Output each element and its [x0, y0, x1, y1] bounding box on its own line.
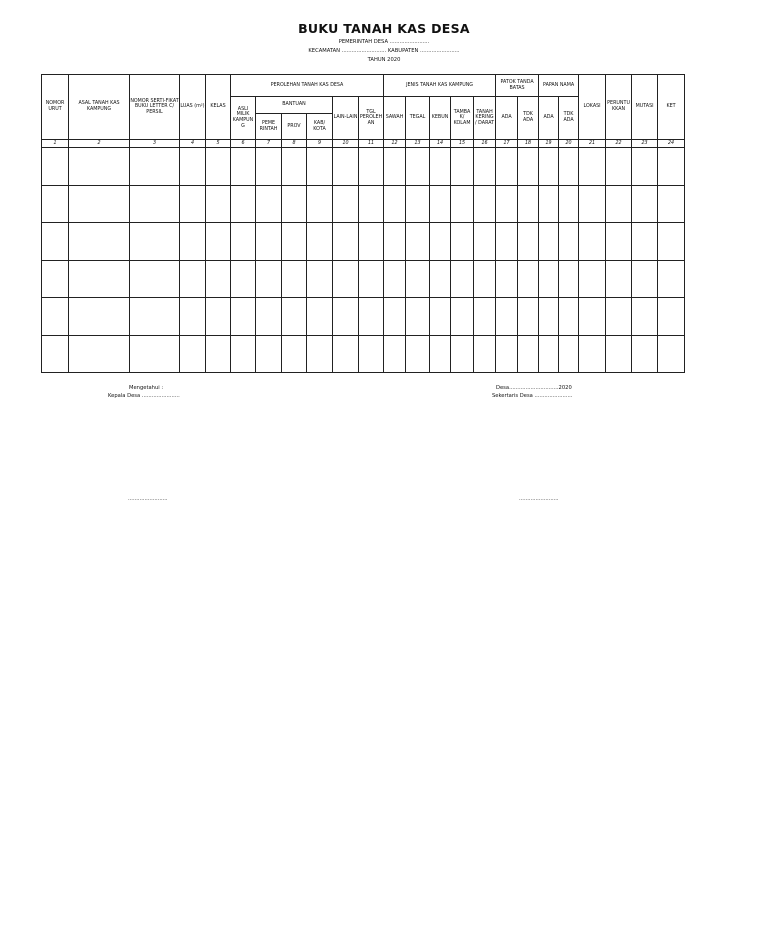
table-cell [282, 223, 307, 261]
table-cell [282, 335, 307, 373]
header-asal-tanah: ASAL TANAH KAS KAMPUNG [69, 75, 130, 140]
table-cell [406, 223, 430, 261]
table-row [42, 148, 685, 186]
header-nomor-sertifikat: NOMOR SERTI-FIKAT BUKU LETTER C/ PERSIL [130, 75, 180, 140]
table-cell [606, 335, 632, 373]
column-number: 4 [180, 140, 206, 148]
column-number: 5 [206, 140, 231, 148]
table-cell [451, 223, 474, 261]
table-cell [539, 185, 559, 223]
table-cell [496, 223, 518, 261]
table-cell [632, 185, 658, 223]
table-cell [256, 298, 282, 336]
table-cell [658, 148, 685, 186]
table-cell [206, 260, 231, 298]
table-cell [451, 298, 474, 336]
table-cell [579, 260, 606, 298]
header-tegal: TEGAL [406, 97, 430, 140]
table-cell [180, 335, 206, 373]
table-cell [632, 335, 658, 373]
header-jenis-tanah: JENIS TANAH KAS KAMPUNG [384, 75, 496, 97]
table-cell [430, 298, 451, 336]
table-cell [359, 185, 384, 223]
table-cell [256, 185, 282, 223]
table-cell [496, 185, 518, 223]
table-cell [384, 335, 406, 373]
column-number: 7 [256, 140, 282, 148]
table-cell [474, 260, 496, 298]
column-number: 19 [539, 140, 559, 148]
header-peruntukan: PERUNTU KKAN [606, 75, 632, 140]
table-cell [518, 223, 539, 261]
table-cell [496, 298, 518, 336]
table-cell [130, 148, 180, 186]
table-row [42, 185, 685, 223]
table-cell [307, 260, 333, 298]
column-number: 2 [69, 140, 130, 148]
table-cell [518, 260, 539, 298]
header-lain-lain: LAIN-LAIN [333, 97, 359, 140]
table-cell [632, 298, 658, 336]
table-cell [658, 223, 685, 261]
table-cell [307, 223, 333, 261]
table-cell [42, 260, 69, 298]
column-number: 11 [359, 140, 384, 148]
table-cell [539, 223, 559, 261]
table-cell [231, 260, 256, 298]
table-cell [180, 185, 206, 223]
table-cell [384, 260, 406, 298]
table-cell [539, 335, 559, 373]
table-cell [42, 185, 69, 223]
header-prov: PROV [282, 114, 307, 140]
table-cell [474, 185, 496, 223]
column-number: 14 [430, 140, 451, 148]
table-cell [632, 148, 658, 186]
header-bantuan: BANTUAN [256, 97, 333, 114]
header-perolehan: PEROLEHAN TANAH KAS DESA [231, 75, 384, 97]
table-cell [579, 223, 606, 261]
table-cell [406, 148, 430, 186]
header-kelas: KELAS [206, 75, 231, 140]
header-papan-tdk-ada: TDK ADA [559, 97, 579, 140]
table-cell [430, 185, 451, 223]
table-cell [333, 335, 359, 373]
table-cell [579, 298, 606, 336]
table-cell [256, 148, 282, 186]
table-cell [451, 260, 474, 298]
table-cell [180, 223, 206, 261]
table-cell [69, 223, 130, 261]
table-cell [130, 298, 180, 336]
table-cell [606, 148, 632, 186]
table-cell [333, 148, 359, 186]
table-cell [430, 223, 451, 261]
table-cell [180, 260, 206, 298]
sekretaris-desa-label: Sekertaris Desa ....................... [492, 393, 573, 399]
table-cell [474, 223, 496, 261]
table-cell [359, 260, 384, 298]
table-cell [406, 185, 430, 223]
table-cell [559, 335, 579, 373]
table-cell [518, 335, 539, 373]
table-cell [206, 148, 231, 186]
table-cell [206, 298, 231, 336]
column-number: 22 [606, 140, 632, 148]
table-cell [359, 335, 384, 373]
table-cell [307, 335, 333, 373]
table-cell [559, 185, 579, 223]
table-cell [231, 298, 256, 336]
header-tgl-perolehan: TGL PEROLEH AN [359, 97, 384, 140]
header-sawah: SAWAH [384, 97, 406, 140]
table-cell [384, 148, 406, 186]
column-number: 1 [42, 140, 69, 148]
table-cell [658, 185, 685, 223]
document-title: BUKU TANAH KAS DESA [298, 21, 470, 36]
column-number: 21 [579, 140, 606, 148]
table-row [42, 260, 685, 298]
table-cell [42, 335, 69, 373]
table-cell [256, 335, 282, 373]
header-lokasi: LOKASI [579, 75, 606, 140]
header-papan-nama: PAPAN NAMA [539, 75, 579, 97]
column-number: 13 [406, 140, 430, 148]
desa-line: PEMERINTAH DESA ........................ [338, 39, 430, 45]
table-cell [130, 335, 180, 373]
table-cell [42, 298, 69, 336]
table-cell [282, 148, 307, 186]
table-cell [632, 223, 658, 261]
table-cell [69, 260, 130, 298]
table-cell [658, 335, 685, 373]
table-body [42, 148, 685, 373]
table-cell [231, 185, 256, 223]
column-number: 17 [496, 140, 518, 148]
table-cell [69, 185, 130, 223]
table-cell [333, 298, 359, 336]
table-cell [69, 335, 130, 373]
table-cell [333, 223, 359, 261]
table-cell [231, 223, 256, 261]
table-cell [496, 148, 518, 186]
table-cell [632, 260, 658, 298]
table-cell [658, 260, 685, 298]
table-cell [406, 335, 430, 373]
column-number: 6 [231, 140, 256, 148]
column-number: 3 [130, 140, 180, 148]
table-cell [559, 223, 579, 261]
table-cell [539, 298, 559, 336]
table-row [42, 298, 685, 336]
header-tambak: TAMBA K/ KOLAM [451, 97, 474, 140]
column-number: 12 [384, 140, 406, 148]
table-cell [430, 260, 451, 298]
table-cell [231, 148, 256, 186]
table-cell [539, 148, 559, 186]
mengetahui-label: Mengetahui : [129, 385, 164, 391]
table-cell [406, 298, 430, 336]
table-cell [307, 185, 333, 223]
table-cell [579, 185, 606, 223]
column-number: 8 [282, 140, 307, 148]
header-nomor-urut: NOMOR URUT [42, 75, 69, 140]
header-ket: KET [658, 75, 685, 140]
header-papan-ada: ADA [539, 97, 559, 140]
kepala-desa-signature-line: ........................ [128, 496, 168, 502]
table-cell [606, 260, 632, 298]
header-patok: PATOK TANDA BATAS [496, 75, 539, 97]
table-cell [496, 335, 518, 373]
table-cell [333, 185, 359, 223]
table-cell [430, 148, 451, 186]
table-cell [256, 260, 282, 298]
table-cell [69, 298, 130, 336]
column-number: 20 [559, 140, 579, 148]
table-cell [474, 335, 496, 373]
table-cell [474, 148, 496, 186]
table-cell [307, 148, 333, 186]
table-cell [579, 148, 606, 186]
table-cell [206, 185, 231, 223]
table-cell [658, 298, 685, 336]
header-kebun: KEBUN [430, 97, 451, 140]
column-number: 23 [632, 140, 658, 148]
column-number: 15 [451, 140, 474, 148]
tanah-kas-table [41, 74, 685, 373]
header-asli-milik: ASLI MILIK KAMPUN G [231, 97, 256, 140]
table-cell [430, 335, 451, 373]
header-kab-kota: KAB/ KOTA [307, 114, 333, 140]
table-cell [559, 298, 579, 336]
column-number: 18 [518, 140, 539, 148]
table-row [42, 335, 685, 373]
header-tanah-kering: TANAH KERING / DARAT [474, 97, 496, 140]
table-cell [559, 148, 579, 186]
table-cell [518, 148, 539, 186]
table-cell [256, 223, 282, 261]
header-pemerintah: PEME RINTAH [256, 114, 282, 140]
table-cell [307, 298, 333, 336]
table-cell [579, 335, 606, 373]
table-cell [42, 223, 69, 261]
table-cell [42, 148, 69, 186]
header-patok-ada: ADA [496, 97, 518, 140]
header-patok-tdk-ada: TDK ADA [518, 97, 539, 140]
table-cell [384, 223, 406, 261]
table-cell [359, 148, 384, 186]
table-cell [69, 148, 130, 186]
table-cell [282, 260, 307, 298]
column-number: 24 [658, 140, 685, 148]
table-cell [474, 298, 496, 336]
table-cell [282, 185, 307, 223]
table-cell [130, 260, 180, 298]
table-cell [206, 223, 231, 261]
table-cell [130, 185, 180, 223]
table-cell [130, 223, 180, 261]
table-cell [180, 148, 206, 186]
table-cell [606, 298, 632, 336]
table-cell [333, 260, 359, 298]
table-cell [282, 298, 307, 336]
column-number: 16 [474, 140, 496, 148]
table-cell [384, 298, 406, 336]
header-luas: LUAS (m²) [180, 75, 206, 140]
table-row [42, 223, 685, 261]
table-cell [539, 260, 559, 298]
column-number: 10 [333, 140, 359, 148]
table-cell [606, 223, 632, 261]
sekretaris-signature-line: ........................ [519, 496, 559, 502]
kepala-desa-label: Kepala Desa ....................... [108, 393, 180, 399]
table-cell [180, 298, 206, 336]
table-cell [518, 185, 539, 223]
tahun-line: TAHUN 2020 [367, 57, 401, 63]
table-cell [606, 185, 632, 223]
table-cell [384, 185, 406, 223]
table-cell [451, 148, 474, 186]
table-cell [518, 298, 539, 336]
desa-date-line: Desa..............................2020 [496, 385, 572, 391]
table-cell [559, 260, 579, 298]
table-cell [451, 185, 474, 223]
table-cell [206, 335, 231, 373]
table-cell [496, 260, 518, 298]
header-mutasi: MUTASI [632, 75, 658, 140]
column-number: 9 [307, 140, 333, 148]
table-cell [451, 335, 474, 373]
column-number-row [42, 140, 685, 148]
table-cell [359, 223, 384, 261]
table-cell [359, 298, 384, 336]
table-cell [406, 260, 430, 298]
table-cell [231, 335, 256, 373]
kecamatan-line: KECAMATAN ........................... KABUPATEN ........................ [308, 48, 460, 54]
